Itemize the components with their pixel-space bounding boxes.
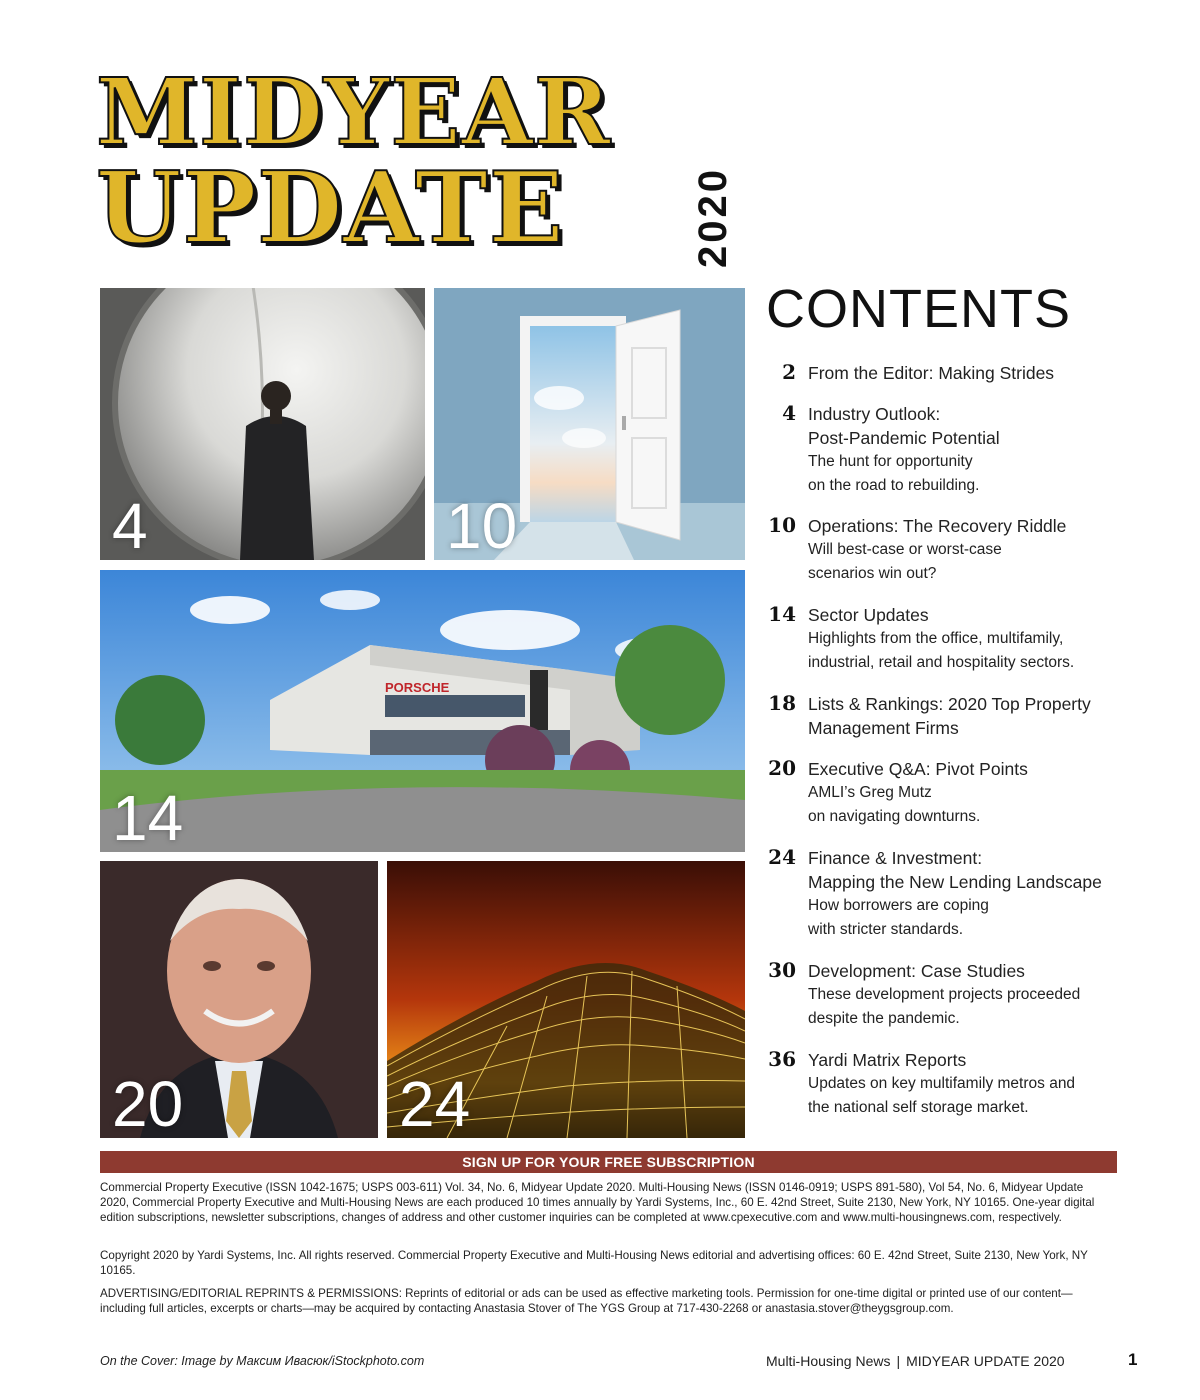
toc-page-number: 14 xyxy=(768,602,796,626)
toc-page-number: 20 xyxy=(768,756,796,780)
masthead-update: UPDATE xyxy=(96,151,565,266)
photo-tunnel xyxy=(100,288,425,560)
toc-description: These development projects proceeded xyxy=(808,986,1081,1003)
toc-description: despite the pandemic. xyxy=(808,1010,960,1027)
toc-description: The hunt for opportunity xyxy=(808,453,973,470)
toc-description: Updates on key multifamily metros and xyxy=(808,1075,1076,1092)
photo-wireframe-landscape xyxy=(387,861,745,1138)
toc-title: Operations: The Recovery Riddle xyxy=(808,516,1067,536)
toc-page-number: 24 xyxy=(768,845,796,869)
issue-name: MIDYEAR UPDATE 2020 xyxy=(906,1353,1065,1369)
toc-title: Lists & Rankings: 2020 Top Property xyxy=(808,694,1091,714)
toc-title: Executive Q&A: Pivot Points xyxy=(808,759,1028,779)
photo-page-number: 24 xyxy=(399,1068,471,1138)
masthead-year: 2020 xyxy=(691,167,735,268)
toc-description: Will best-case or worst-case xyxy=(808,541,1002,558)
toc-title: From the Editor: Making Strides xyxy=(808,363,1055,383)
building-sign: PORSCHE xyxy=(385,680,450,695)
toc-title: Development: Case Studies xyxy=(808,961,1025,981)
photo-page-number: 14 xyxy=(112,782,184,852)
toc-description: How borrowers are coping xyxy=(808,897,989,914)
photo-page-number: 20 xyxy=(112,1068,184,1138)
page-number: 1 xyxy=(1128,1350,1138,1369)
toc-title: Yardi Matrix Reports xyxy=(808,1050,967,1070)
photo-portrait xyxy=(100,861,378,1138)
contents-heading: CONTENTS xyxy=(766,279,1071,339)
photo-page-number: 4 xyxy=(112,490,148,560)
toc-description: on navigating downturns. xyxy=(808,808,981,825)
reprints-info: ADVERTISING/EDITORIAL REPRINTS & PERMISSIONS: Reprints of editorial or ads can be used as effective marketing tools. Permission for one-time digital or printed use of our content—including full articles, excerpts or charts—may be acquired by contacting Anastasia Stover of The YGS Group at 717-430-2268 or anastasia.stover@theygsgroup.com. xyxy=(100,1287,1073,1315)
toc-page-number: 10 xyxy=(768,513,796,537)
toc-description: the national self storage market. xyxy=(808,1099,1029,1116)
publication-info: Commercial Property Executive (ISSN 1042-1675; USPS 003-611) Vol. 34, No. 6, Midyear Update 2020. Multi-Housing News (ISSN 0146-0919; USPS 891-580), Vol 54, No. 6, Midyear Update 2020, Commercial Property Executive and Multi-Housing News are each produced 10 times annually by Yardi Systems, Inc., 60 E. 42nd Street, Suite 2130, New York, NY 10165. One-year digital edition subscriptions, newsletter subscriptions, changes of address and other customer inquiries can be completed at www.cpexecutive.com and www.multi-housingnews.com, respectively. xyxy=(100,1181,1095,1224)
toc-description: scenarios win out? xyxy=(808,565,937,582)
toc-page-number: 36 xyxy=(768,1047,796,1071)
toc-page-number: 4 xyxy=(782,401,796,425)
toc-title: Mapping the New Lending Landscape xyxy=(808,872,1102,892)
copyright-info: Copyright 2020 by Yardi Systems, Inc. All rights reserved. Commercial Property Executive and Multi-Housing News editorial and advertising offices: 60 E. 42nd Street, Suite 2130, New York, NY 10165. xyxy=(100,1249,1088,1277)
toc-page-number: 2 xyxy=(782,360,796,384)
toc-title: Finance & Investment: xyxy=(808,848,983,868)
toc-description: with stricter standards. xyxy=(808,921,964,938)
subscription-label: SIGN UP FOR YOUR FREE SUBSCRIPTION xyxy=(462,1154,755,1170)
footer-publication xyxy=(766,1353,1065,1369)
toc-title: Industry Outlook: xyxy=(808,404,941,424)
publication-name: Multi-Housing News xyxy=(766,1353,891,1369)
subscription-banner[interactable] xyxy=(100,1151,1117,1173)
toc-title: Post-Pandemic Potential xyxy=(808,428,1000,448)
toc-description: AMLI’s Greg Mutz xyxy=(808,784,932,801)
masthead-midyear: MIDYEAR xyxy=(96,58,612,166)
photo-open-door xyxy=(434,288,745,560)
toc-title: Management Firms xyxy=(808,718,959,738)
toc-description: Highlights from the office, multifamily, xyxy=(808,630,1064,647)
photo-page-number: 10 xyxy=(446,490,518,560)
footer-separator: | xyxy=(896,1353,901,1369)
toc-description: industrial, retail and hospitality sectors. xyxy=(808,654,1075,671)
toc-description: on the road to rebuilding. xyxy=(808,477,980,494)
toc-page-number: 18 xyxy=(768,691,796,715)
photo-porsche-building xyxy=(100,570,745,852)
toc-title: Sector Updates xyxy=(808,605,929,625)
toc-page-number: 30 xyxy=(768,958,796,982)
cover-credit: On the Cover: Image by Максим Ивасюк/iStockphoto.com xyxy=(100,1354,425,1368)
